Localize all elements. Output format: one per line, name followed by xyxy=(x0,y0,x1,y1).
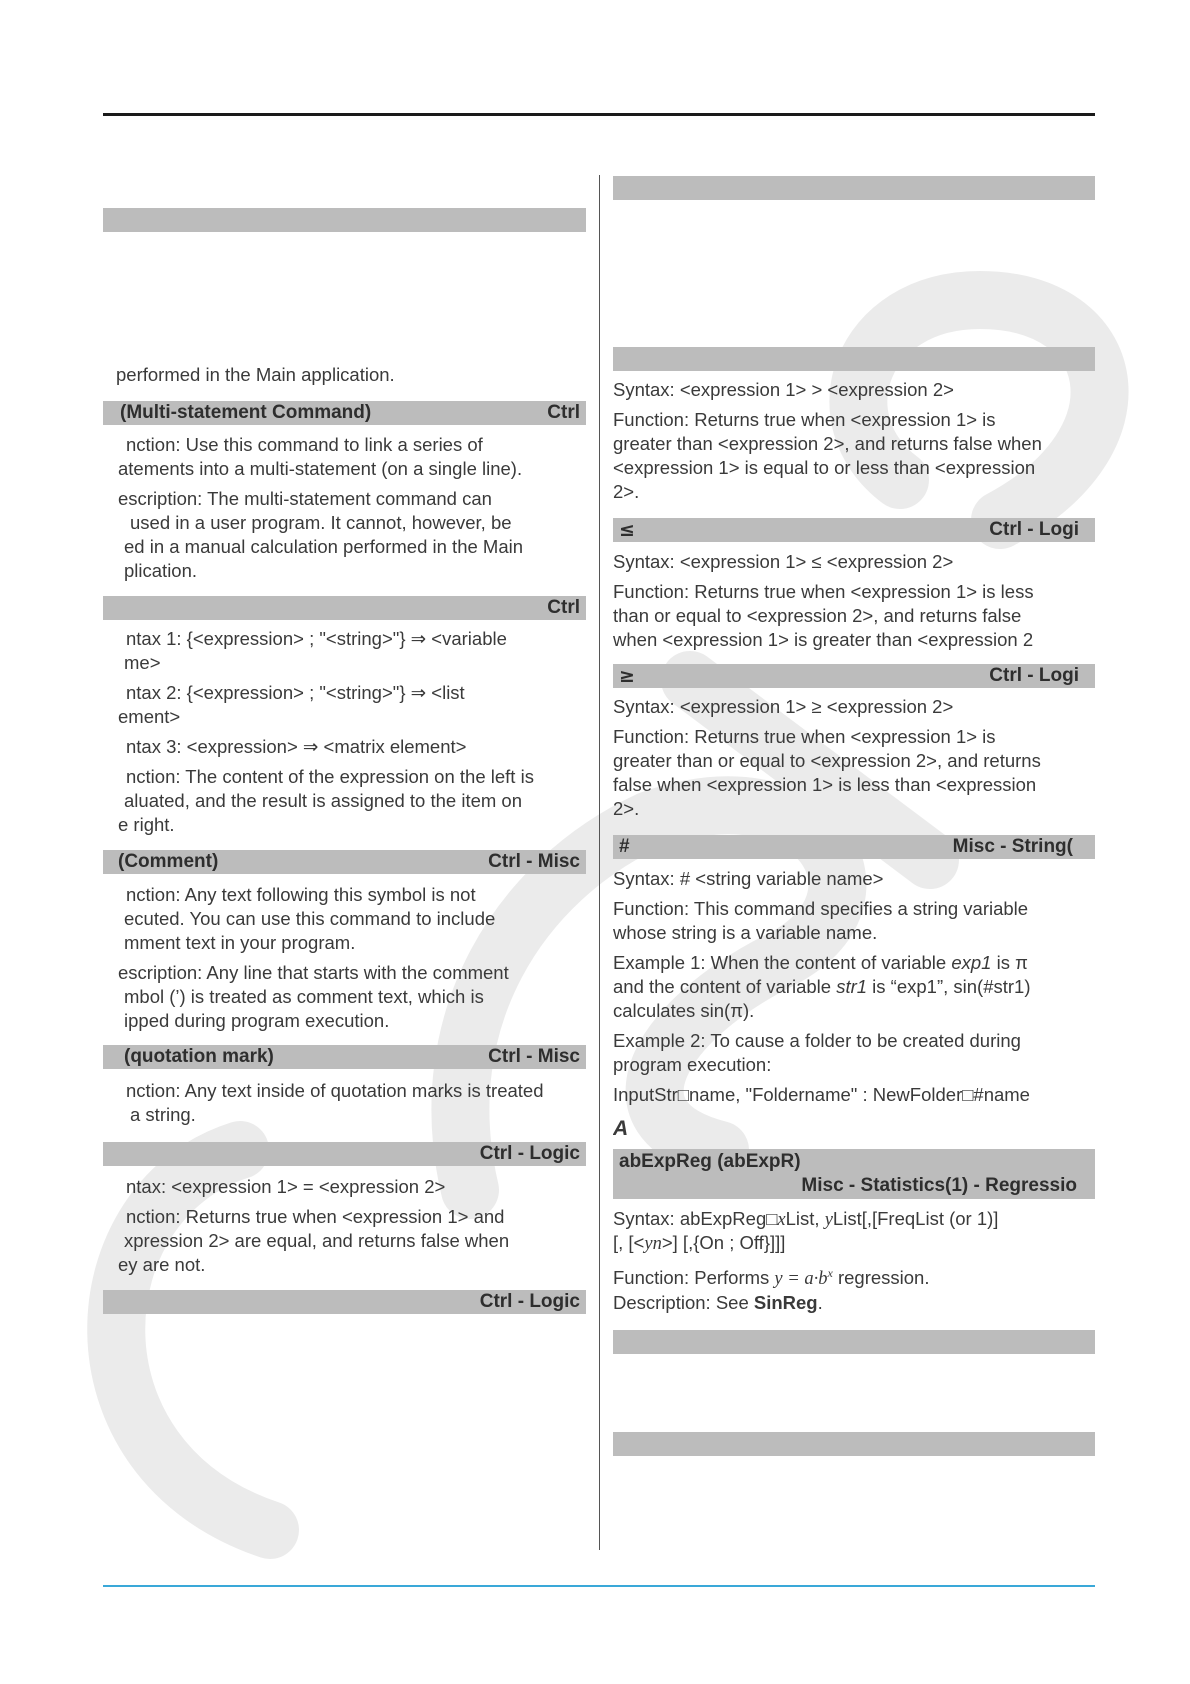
text-line: mbol (’) is treated as comment text, which is xyxy=(124,986,484,1007)
abexpreg-syntax: Syntax: abExpReg□xList, yList[,[FreqList (or 1)] xyxy=(613,1208,999,1230)
multi-statement-category: Ctrl xyxy=(547,402,580,423)
le-category: Ctrl - Logi xyxy=(989,519,1079,540)
text-line: than or equal to <expression 2>, and returns false xyxy=(613,605,1022,626)
section-bar-blank xyxy=(613,1330,1095,1354)
text-line: 2>. xyxy=(613,481,640,502)
left-column xyxy=(103,170,586,1590)
hash-category: Misc - String( xyxy=(952,836,1073,857)
text-line: used in a user program. It cannot, however, be xyxy=(130,512,512,533)
column-divider xyxy=(599,175,600,1550)
text-line: ey are not. xyxy=(118,1254,206,1275)
equal-header xyxy=(103,1142,586,1166)
text-line: me> xyxy=(124,652,161,673)
text-line: greater than or equal to <expression 2>, and returns xyxy=(613,750,1041,771)
text-line: Function: Returns true when <expression 1> is less xyxy=(613,581,1034,602)
hash-title: # xyxy=(619,836,630,857)
multi-statement-header xyxy=(103,401,586,425)
text-line: Function: Returns true when <expression 1> is xyxy=(613,726,996,747)
text-line: nction: Any text following this symbol is not xyxy=(126,884,476,905)
text-line: ecuted. You can use this command to include xyxy=(124,908,496,929)
abexpreg-description: Description: See SinReg. xyxy=(613,1292,823,1313)
example-2-line: Example 2: To cause a folder to be created during xyxy=(613,1030,1021,1051)
quotation-header xyxy=(103,1045,586,1069)
comment-header xyxy=(103,850,586,874)
text-line: ement> xyxy=(118,706,181,727)
text-line: Function: This command specifies a string variable xyxy=(613,898,1029,919)
intro-line: performed in the Main application. xyxy=(116,364,395,385)
text-line: plication. xyxy=(124,560,198,581)
text-line: ntax 1: {<expression> ; "<string>"} ⇒ <variable xyxy=(126,628,507,649)
example-1-line: calculates sin(π). xyxy=(613,1000,755,1021)
footer-rule xyxy=(103,1585,1095,1587)
text-line: ntax: <expression 1> = <expression 2> xyxy=(126,1176,446,1197)
text-line: Function: Returns true when <expression 1> is xyxy=(613,409,996,430)
text-line: aluated, and the result is assigned to the item on xyxy=(124,790,523,811)
text-line: greater than <expression 2>, and returns false when xyxy=(613,433,1042,454)
example-2-code: InputStr□name, "Foldername" : NewFolder□#name xyxy=(613,1084,1030,1105)
text-line: <expression 1> is equal to or less than <expression xyxy=(613,457,1036,478)
abexpreg-category: Misc - Statistics(1) - Regressio xyxy=(801,1175,1077,1196)
text-line: mment text in your program. xyxy=(124,932,356,953)
text-line: xpression 2> are equal, and returns false when xyxy=(124,1230,510,1251)
equal-category: Ctrl - Logic xyxy=(479,1143,580,1164)
text-line: Syntax: <expression 1> > <expression 2> xyxy=(613,379,954,400)
ge-title: ≥ xyxy=(619,665,635,687)
text-line: atements into a multi-statement (on a single line). xyxy=(118,458,523,479)
comment-title: (Comment) xyxy=(118,851,219,872)
text-line: ed in a manual calculation performed in the Main xyxy=(124,536,524,557)
abexpreg-function: Function: Performs $y = a\cdot b^x$ regression. xyxy=(613,1266,930,1290)
abexpreg-header xyxy=(613,1149,1095,1199)
example-2-line: program execution: xyxy=(613,1054,772,1075)
not-equal-category: Ctrl - Logic xyxy=(479,1291,580,1312)
text-line: escription: The multi-statement command can xyxy=(118,488,492,509)
hash-header xyxy=(613,835,1095,859)
le-title: ≤ xyxy=(619,519,635,541)
text-line: e right. xyxy=(118,814,175,835)
section-letter: A xyxy=(613,1117,629,1140)
example-1-line: Example 1: When the content of variable exp1 is π xyxy=(613,952,1028,973)
greater-header xyxy=(613,347,1095,371)
text-line: Syntax: <expression 1> ≤ <expression 2> xyxy=(613,551,954,572)
section-bar-blank xyxy=(613,1432,1095,1456)
not-equal-header xyxy=(103,1290,586,1314)
text-line: nction: Returns true when <expression 1> and xyxy=(126,1206,505,1227)
abexpreg-title: abExpReg (abExpR) xyxy=(619,1151,801,1172)
text-line: ipped during program execution. xyxy=(124,1010,390,1031)
example-1-line: and the content of variable str1 is “exp1”, sin(#str1) xyxy=(613,976,1031,997)
assignment-header xyxy=(103,596,586,620)
text-line: escription: Any line that starts with the comment xyxy=(118,962,509,983)
assignment-category: Ctrl xyxy=(547,597,580,618)
text-line: ntax 3: <expression> ⇒ <matrix element> xyxy=(126,736,467,757)
text-line: nction: Any text inside of quotation marks is treated xyxy=(126,1080,544,1101)
section-bar-blank xyxy=(613,176,1095,200)
section-bar-blank xyxy=(103,208,586,232)
ge-category: Ctrl - Logi xyxy=(989,665,1079,686)
abexpreg-syntax: [, [<yn>] [,{On ; Off}]]] xyxy=(613,1232,786,1254)
multi-statement-title: (Multi-statement Command) xyxy=(120,402,372,423)
text-line: whose string is a variable name. xyxy=(613,922,878,943)
ge-header xyxy=(613,664,1095,688)
quotation-title: (quotation mark) xyxy=(124,1046,274,1067)
text-line: nction: Use this command to link a series of xyxy=(126,434,483,455)
text-line: 2>. xyxy=(613,798,640,819)
quotation-category: Ctrl - Misc xyxy=(488,1046,580,1067)
le-header xyxy=(613,518,1095,542)
header-rule xyxy=(103,113,1095,116)
text-line: when <expression 1> is greater than <expression 2 xyxy=(613,629,1034,650)
text-line: Syntax: # <string variable name> xyxy=(613,868,884,889)
sinreg-link: SinReg xyxy=(753,1292,818,1313)
text-line: Syntax: <expression 1> ≥ <expression 2> xyxy=(613,696,954,717)
text-line: a string. xyxy=(130,1104,196,1125)
text-line: nction: The content of the expression on the left is xyxy=(126,766,534,787)
text-line: ntax 2: {<expression> ; "<string>"} ⇒ <list xyxy=(126,682,465,703)
comment-category: Ctrl - Misc xyxy=(488,851,580,872)
text-line: false when <expression 1> is less than <expression xyxy=(613,774,1037,795)
right-column xyxy=(613,170,1095,1590)
